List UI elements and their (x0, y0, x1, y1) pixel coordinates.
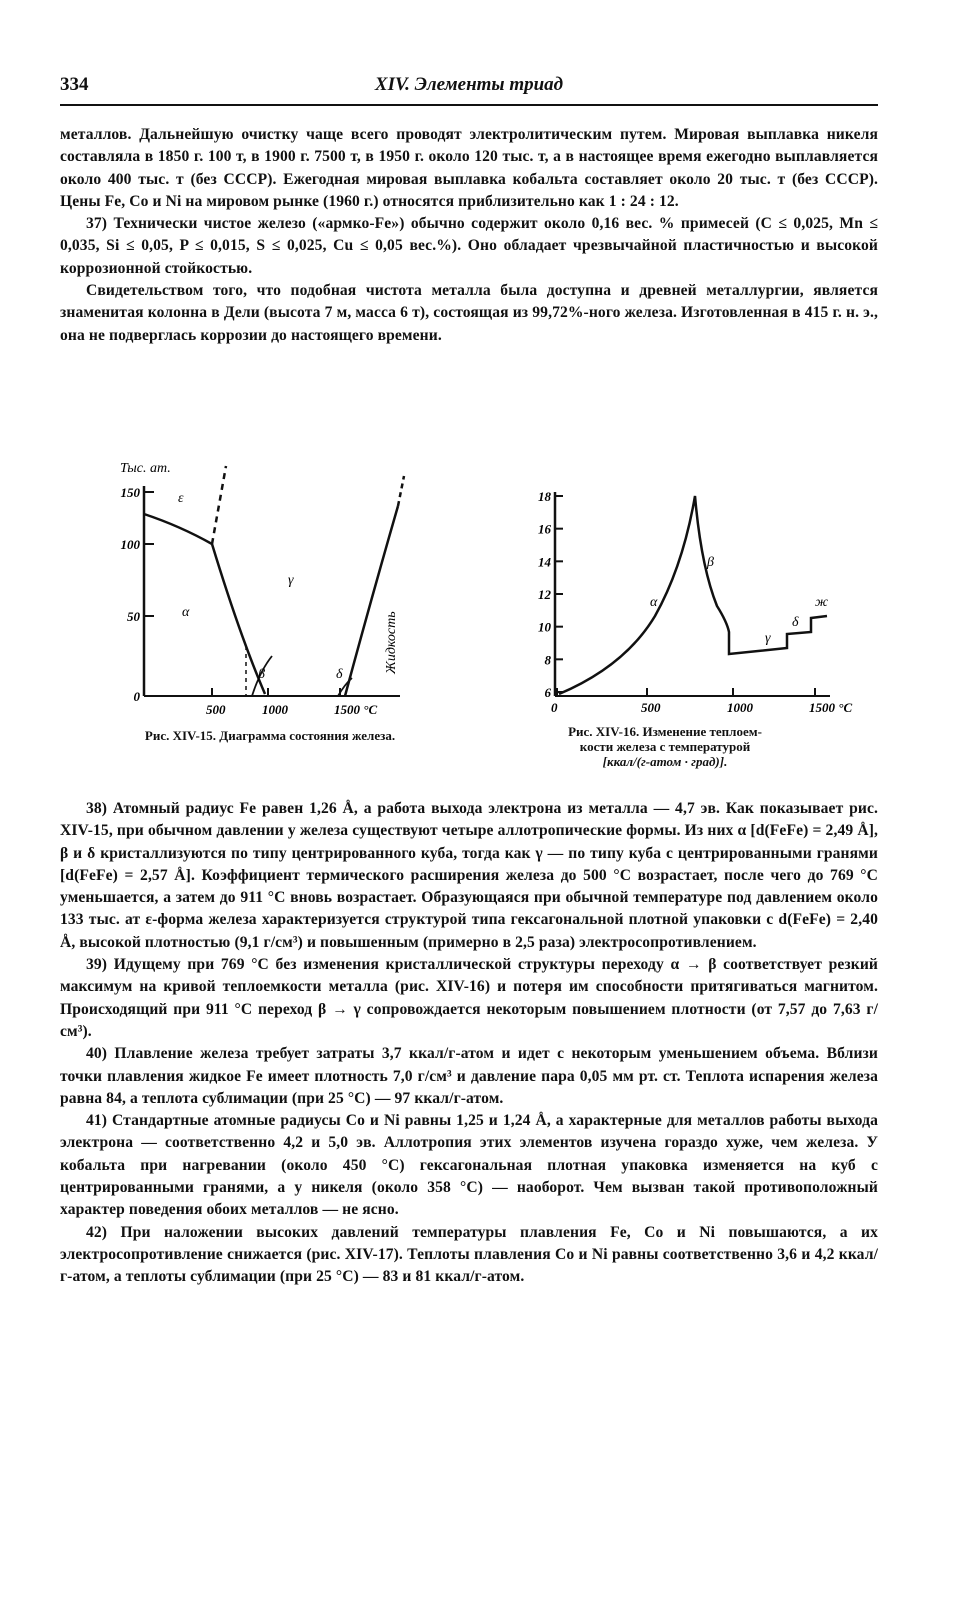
label-epsilon: ε (178, 491, 184, 506)
label-liquid: ж (815, 595, 829, 610)
y-tick-label: 6 (544, 685, 551, 700)
label-beta: β (707, 555, 714, 570)
y-tick-label: 18 (538, 489, 551, 504)
label-delta: δ (792, 615, 799, 630)
phase-diagram-chart (100, 456, 420, 726)
paragraph: 40) Плавление железа требует затраты 3,7 ккал/г-атом и идет с некоторым уменьшением объема. Вблизи точки плавления жидкое Fe имеет плотность 7,0 г/см³ и давление пара 0,05 мм рт. ст. Теплота испарения железа равна 84, а теплота сублимации (при 25 °C) — 97 ккал/г-атом. (60, 1045, 878, 1107)
figures-row (60, 456, 878, 796)
paragraph: 38) Атомный радиус Fe равен 1,26 Å, а работа выхода электрона из металла — 4,7 эв. Как показывает рис. XIV-15, при обычном давлении у железа существуют четыре аллотропические формы. Из них α [d(FeFe) = 2,49 Å], β и δ кристаллизуются по типу центрированного куба, тогда как γ — по типу куба с центрированными гранями [d(FeFe) = 2,57 Å]. Коэффициент термического расширения железа до 500 °C возрастает, после чего до 769 °C уменьшается, а затем до 911 °C вновь возрастает. Образующаяся при обычной температуре под давлением около 133 тыс. ат ε-форма железа характеризуется структурой типа гексагональной плотной упаковки с d(FeFe) = 2,40 Å, высокой плотностью (9,1 г/см³) и повышенным (примерно в 2,5 раза) электросопротивлением. (60, 800, 878, 951)
y-tick-label: 100 (120, 537, 140, 552)
x-tick-label: 1000 (727, 700, 753, 715)
figure-caption (505, 724, 825, 769)
paragraph: Свидетельством того, что подобная чистота металла была доступна и древней металлургии, является знаменитая колонна в Дели (высота 7 м, масса 6 т), состоящая из 99,72%-ного железа. Изготовленная в 415 г. н. э., она не подверглась коррозии до настоящего времени. (60, 282, 878, 344)
caption-line: кости железа с температурой (579, 739, 751, 754)
y-tick-label: 0 (133, 689, 140, 704)
epsilon-alpha-boundary (144, 514, 212, 544)
header-rule (60, 104, 878, 106)
paragraph: металлов. Дальнейшую очистку чаще всего проводят электролитическим путем. Мировая выплавка никеля составляла в 1850 г. 100 т, в 1900 г. 7500 т, в 1950 г. около 120 тыс. т, а в настоящее время ежегодно выплавляется около 400 тыс. т (без СССР). Ежегодная мировая выплавка кобальта составляет около 20 тыс. т (без СССР). Цены Fe, Co и Ni на мировом рынке (1960 г.) относятся приблизительно как 1 : 24 : 12. (60, 126, 878, 210)
label-gamma: γ (288, 573, 294, 588)
label-liquid: Жидкость (384, 611, 399, 674)
x-tick-label: 500 (641, 700, 661, 715)
text-block-top (60, 124, 878, 347)
liquidus-dashed (398, 476, 404, 506)
caption-line: [ккал/(г-атом · град)]. (602, 754, 728, 769)
x-tick-label: 1500 °C (809, 700, 853, 715)
y-tick-label: 8 (544, 652, 551, 668)
dashed-boundary (212, 466, 226, 544)
paragraph: 37) Технически чистое железо («армко-Fe») обычно содержит около 0,16 вес. % примесей (C ≤ 0,025, Mn ≤ 0,035, Si ≤ 0,05, P ≤ 0,015, S ≤ 0,025, Cu ≤ 0,05 вес.%). Оно обладает чрезвычайной пластичностью и высокой коррозионной стойкостью. (60, 215, 878, 277)
figure-phase-diagram (100, 456, 420, 743)
x-tick-label: 500 (206, 702, 226, 717)
paragraph: 42) При наложении высоких давлений температуры плавления Fe, Co и Ni повышаются, а их электросопротивление снижается (рис. XIV-17). Теплоты плавления Co и Ni равны соответственно 3,6 и 4,2 ккал/г-атом, а теплоты сублимации (при 25 °C) — 83 и 81 ккал/г-атом. (60, 1223, 878, 1286)
label-gamma: γ (765, 631, 771, 646)
x-tick-label: 1000 (262, 702, 288, 717)
figure-heat-capacity (515, 456, 855, 769)
figure-caption: Рис. XIV-15. Диаграмма состояния железа. (144, 728, 396, 743)
label-delta: δ (336, 667, 343, 682)
x-tick-label: 0 (551, 700, 558, 715)
book-page (60, 74, 878, 1286)
text-block-bottom (60, 798, 878, 1289)
heat-capacity-curve (559, 496, 827, 694)
running-title: XIV. Элементы триад (374, 74, 564, 95)
y-tick-label: 16 (538, 521, 551, 537)
paragraph: 39) Идущему при 769 °C без изменения кристаллической структуры переходу α → β соответствует резкий максимум на кривой теплоемкости металла (рис. XIV-16) и потеря им способности притягиваться магнитом. Происходящий при 911 °C переход β → γ сопровождается некоторым повышением плотности (от 7,57 до 7,63 г/см³). (60, 956, 878, 1040)
label-alpha: α (182, 605, 190, 620)
caption-line: Рис. XIV-16. Изменение теплоем- (568, 724, 762, 739)
y-unit-label: Тыс. ат. (120, 461, 171, 476)
y-tick-label: 12 (538, 587, 551, 602)
heat-capacity-chart (515, 456, 855, 726)
page-number: 334 (60, 74, 89, 95)
x-tick-label: 1500 °C (334, 702, 378, 717)
y-tick-label: 10 (538, 619, 551, 635)
paragraph: 41) Стандартные атомные радиусы Co и Ni равны 1,25 и 1,24 Å, а характерные для металлов работы выхода электрона — соответственно 4,2 и 5,0 эв. Аллотропия этих элементов изучена гораздо хуже, чем железа. У кобальта при нагревании (около 450 °C) гексагональная плотная упаковка изменяется на куб с центрированными гранями, а у никеля (около 358 °C) — наоборот. Чем вызван такой противоположный характер поведения обоих металлов — не ясно. (60, 1112, 878, 1219)
y-tick-label: 150 (120, 485, 140, 500)
y-tick-label: 50 (127, 609, 140, 624)
page-header (60, 74, 878, 104)
y-tick-label: 14 (538, 554, 551, 570)
label-beta: β (258, 667, 265, 682)
label-alpha: α (650, 595, 658, 610)
